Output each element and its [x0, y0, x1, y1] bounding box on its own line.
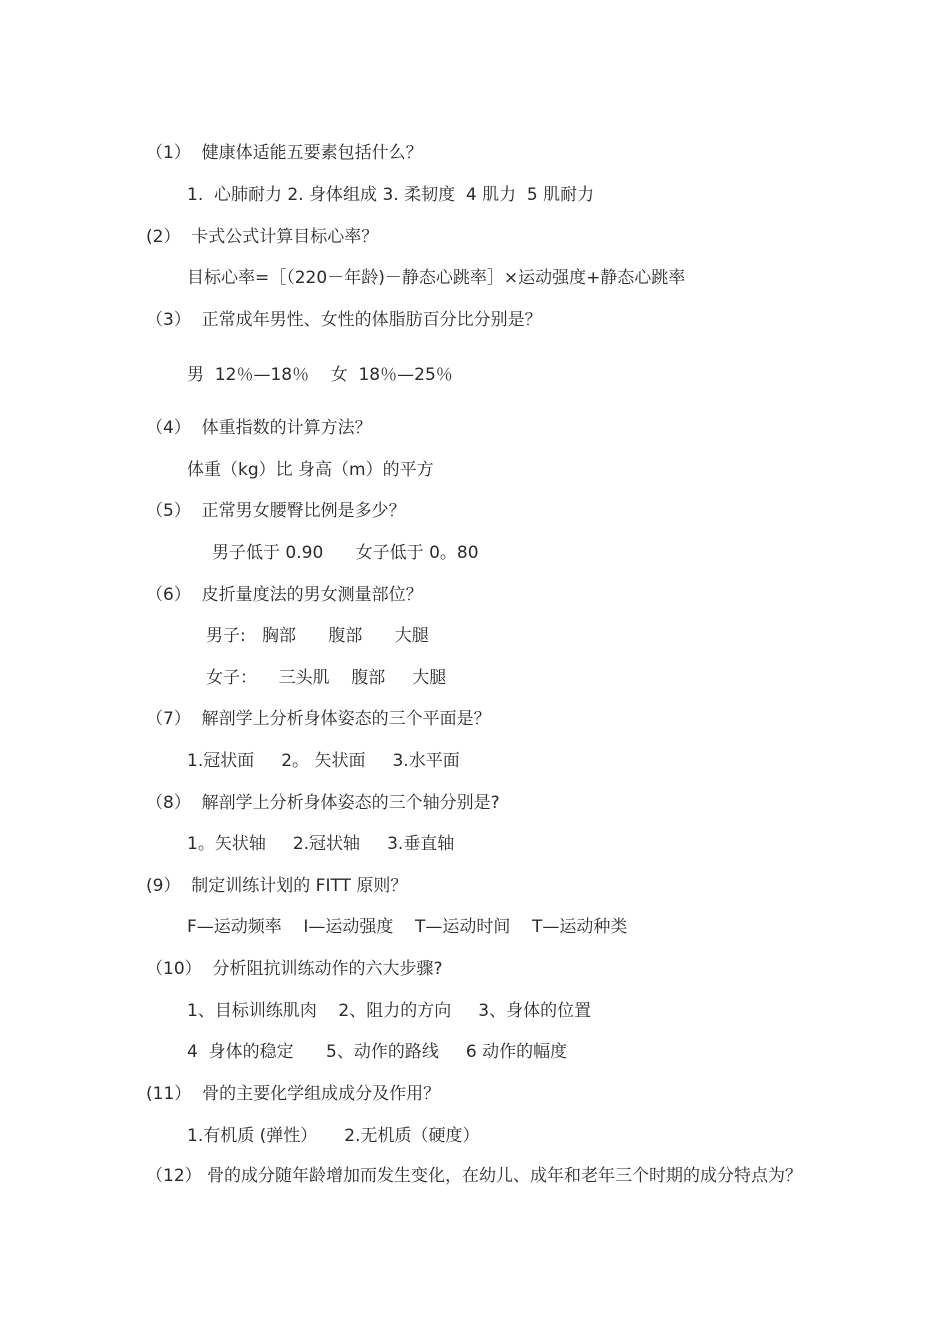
question-4: （4） 体重指数的计算方法？ — [146, 418, 372, 438]
answer-10-line-2: 4 身体的稳定 5、动作的路线 6 动作的幅度 — [187, 1042, 568, 1062]
question-9: (9） 制定训练计划的 FITT 原则？ — [146, 876, 408, 896]
answer-2: 目标心率=［（220－年龄)－静态心跳率］×运动强度+静态心跳率 — [187, 268, 686, 288]
answer-6-female: 女子： 三头肌 腹部 大腿 — [206, 668, 447, 688]
answer-6-male: 男子: 胸部 腹部 大腿 — [206, 626, 429, 646]
question-3: （3） 正常成年男性、女性的体脂肪百分比分别是？ — [146, 310, 542, 330]
answer-9: F—运动频率 I—运动强度 T—运动时间 T—运动种类 — [187, 917, 628, 937]
question-12: （12） 骨的成分随年龄增加而发生变化，在幼儿、成年和老年三个时期的成分特点为？ — [146, 1166, 803, 1186]
question-8: （8） 解剖学上分析身体姿态的三个轴分别是? — [146, 793, 500, 813]
question-5: （5） 正常男女腰臀比例是多少？ — [146, 501, 406, 521]
answer-11: 1.有机质 (弹性） 2.无机质（硬度） — [187, 1126, 480, 1146]
answer-7: 1.冠状面 2。 矢状面 3.水平面 — [187, 751, 460, 771]
answer-4: 体重（kg）比 身高（m）的平方 — [187, 460, 434, 480]
question-10: （10） 分析阻抗训练动作的六大步骤? — [146, 959, 443, 979]
answer-5: 男子低于 0.90 女子低于 0。80 — [212, 543, 479, 563]
question-6: （6） 皮折量度法的男女测量部位？ — [146, 585, 423, 605]
answer-8: 1。矢状轴 2.冠状轴 3.垂直轴 — [187, 834, 455, 854]
question-1: （1） 健康体适能五要素包括什么？ — [146, 143, 423, 163]
answer-1: 1. 心肺耐力 2. 身体组成 3. 柔韧度 4 肌力 5 肌耐力 — [187, 185, 595, 205]
answer-3: 男 12％—18％ 女 18％—25％ — [187, 365, 453, 385]
question-11: (11） 骨的主要化学组成成分及作用？ — [146, 1084, 441, 1104]
answer-10-line-1: 1、目标训练肌肉 2、阻力的方向 3、身体的位置 — [187, 1001, 592, 1021]
question-7: （7） 解剖学上分析身体姿态的三个平面是？ — [146, 709, 491, 729]
question-2: (2） 卡式公式计算目标心率？ — [146, 227, 379, 247]
